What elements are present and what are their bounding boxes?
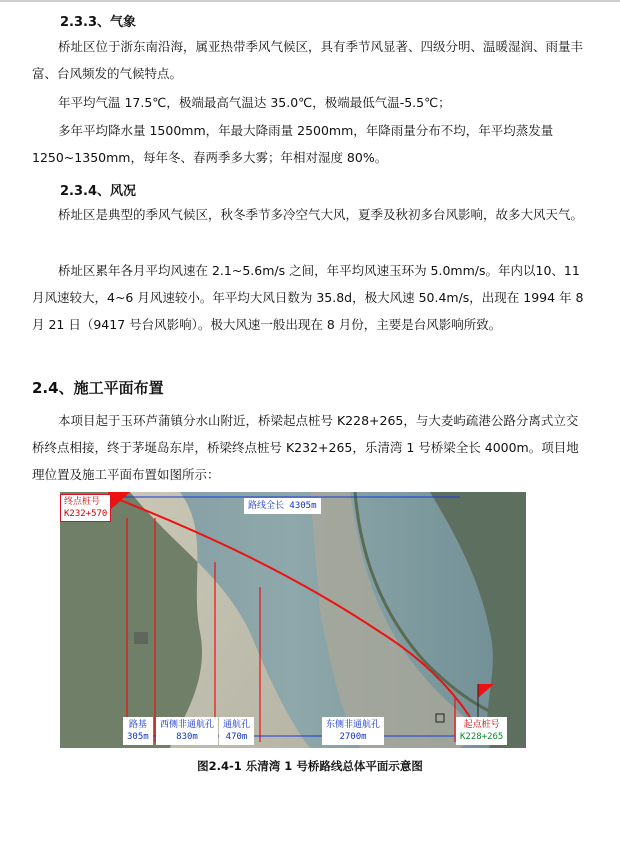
section-title-2-3-3: 2.3.3、气象 — [60, 15, 137, 30]
start-pile-label: 起点桩号 K228+265 — [456, 717, 507, 745]
segment-west-span-label: 西侧非通航孔 830m — [156, 717, 218, 745]
small-island — [134, 632, 148, 644]
satellite-map — [60, 492, 526, 748]
total-length-label: 路线全长 4305m — [244, 498, 321, 514]
route-plan-figure — [60, 492, 526, 748]
section-title-2-3-4: 2.3.4、风况 — [60, 184, 137, 199]
paragraph-project-location: 本项目起于玉环芦蒲镇分水山附近，桥梁起点桩号 K228+265，与大麦屿疏港公路分离式立交桥终点相接，终于茅埏岛东岸，桥梁终点桩号 K232+265，乐清湾 1 号桥梁全长 4000m。项目地理位置及施工平面布置如图所示： — [32, 413, 579, 482]
segment-navigation-span-label: 通航孔 470m — [219, 717, 254, 745]
figure-caption: 图2.4-1 乐清湾 1 号桥路线总体平面示意图 — [197, 759, 423, 773]
segment-roadbed-label: 路基 305m — [123, 717, 153, 745]
paragraph-wind-climate: 桥址区是典型的季风气候区，秋冬季节多冷空气大风，夏季及秋初多台风影响，故多大风天气。 — [58, 207, 584, 222]
section-title-2-4: 2.4、施工平面布置 — [32, 379, 164, 397]
page-top-border — [0, 0, 620, 2]
end-pile-label: 终点桩号 K232+570 — [60, 494, 111, 522]
paragraph-wind-speed: 桥址区累年各月平均风速在 2.1~5.6m/s 之间，年平均风速玉环为 5.0mm/s。年内以10、11 月风速较大，4~6 月风速较小。年平均大风日数为 35.8d，极大风速 50.4m/s，出现在 1994 年 8 月 21 日（9417 号台风影响）。极大风速一般出现在 8 月份，主要是台风影响所致。 — [32, 263, 584, 332]
paragraph-climate-overview: 桥址区位于浙东南沿海，属亚热带季风气候区，具有季节风显著、四级分明、温暖湿润、雨量丰富、台风频发的气候特点。 — [32, 39, 584, 81]
segment-east-span-label: 东侧非通航孔 2700m — [322, 717, 384, 745]
paragraph-precipitation: 多年平均降水量 1500mm，年最大降雨量 2500mm，年降雨量分布不均，年平均蒸发量 1250~1350mm，每年冬、春两季多大雾；年相对湿度 80%。 — [32, 123, 554, 165]
paragraph-temperature: 年平均气温 17.5℃，极端最高气温达 35.0℃，极端最低气温-5.5℃； — [58, 95, 451, 110]
